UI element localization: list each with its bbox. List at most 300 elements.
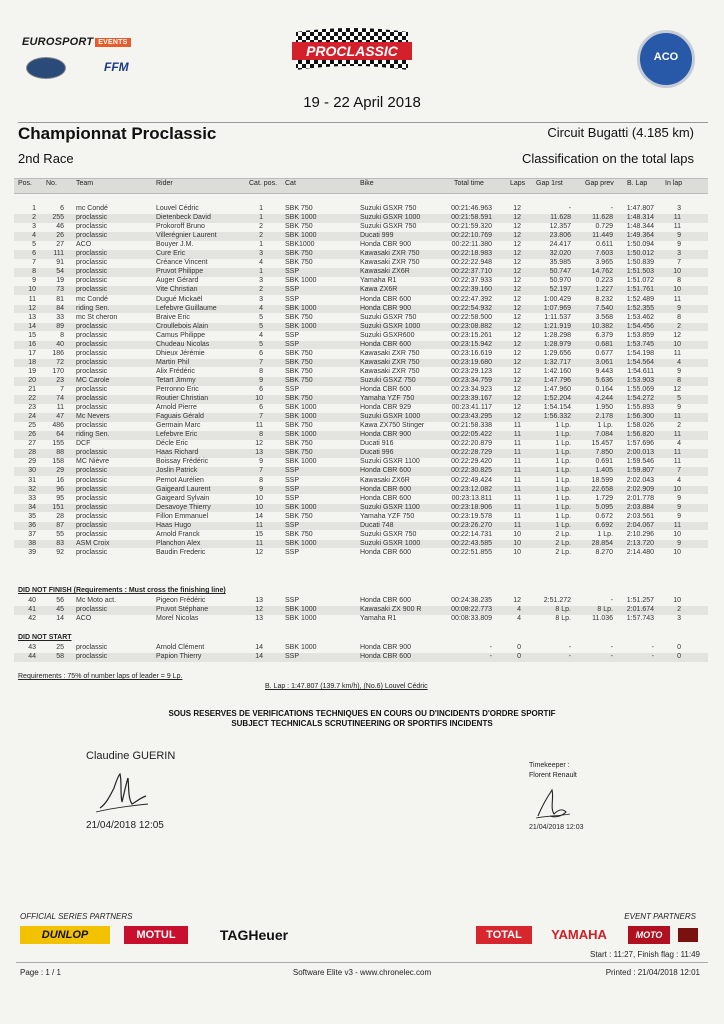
cell-total-time: 00:22:37.933 — [451, 277, 492, 285]
cell-gap-first: 1:21.919 — [543, 322, 571, 330]
cell-pos: 36 — [28, 521, 36, 529]
cell-gap-first: 1 Lp. — [555, 440, 571, 448]
table-row — [14, 504, 708, 513]
cell-gap-prev: 11.449 — [592, 232, 613, 240]
table-row — [14, 277, 708, 286]
cell-total-time: 00:21:58.338 — [451, 422, 492, 430]
cell-gap-prev: 14.762 — [591, 268, 613, 276]
cell-gap-prev: 6.379 — [595, 331, 613, 339]
cell-cat-pos: 14 — [255, 512, 263, 520]
cell-best-lap: 1:51.072 — [626, 277, 654, 285]
cell-laps: 12 — [513, 259, 521, 267]
cell-laps: 10 — [513, 539, 521, 547]
cell-gap-prev: 28.854 — [591, 539, 613, 547]
cell-gap-prev: 18.599 — [591, 476, 613, 484]
cell-bike: Kawasaki ZX6R — [360, 268, 410, 276]
cell-best-lap: 2:01.674 — [626, 606, 654, 613]
cell-cat-pos: 4 — [259, 304, 263, 312]
cell-total-time: 00:23:18.906 — [451, 503, 492, 511]
cell-cat-pos: 2 — [259, 223, 263, 231]
cell-cat: SBK 750 — [285, 358, 313, 366]
table-row — [14, 440, 708, 449]
cell-no: 26 — [56, 232, 64, 240]
cell-in-lap: 9 — [677, 539, 681, 547]
table-row — [14, 386, 708, 395]
cell-total-time: 00:22:22.948 — [451, 259, 492, 267]
cell-gap-first: - — [568, 205, 571, 212]
cell-no: 27 — [56, 241, 64, 249]
cell-gap-prev: - — [610, 644, 613, 651]
column-header-team: Team — [76, 180, 94, 187]
cell-cat: SBK 750 — [285, 449, 313, 457]
cell-team: DCF — [76, 440, 91, 448]
cell-team: proclassic — [76, 349, 108, 357]
cell-laps: 11 — [513, 422, 521, 430]
cell-in-lap: 12 — [673, 386, 681, 393]
championship-title: Championnat Proclassic — [18, 124, 217, 143]
cell-bike: Honda CBR 600 — [360, 467, 411, 475]
cell-gap-first: 1 Lp. — [555, 431, 571, 439]
table-row — [14, 431, 708, 440]
table-row — [14, 549, 708, 558]
table-row — [14, 644, 708, 653]
cell-no: 58 — [56, 653, 64, 660]
cell-cat: SSP — [285, 494, 300, 502]
cell-best-lap: 1:54.198 — [626, 349, 654, 357]
cell-best-lap: 2:02.909 — [626, 485, 654, 493]
cell-cat-pos: 1 — [259, 205, 263, 212]
cell-cat-pos: 9 — [259, 458, 263, 466]
cell-rider: Routier Christian — [156, 395, 209, 403]
cell-rider: Martin Phil — [156, 358, 190, 366]
cell-team: riding Sen. — [76, 431, 110, 439]
cell-cat: SSP — [285, 286, 300, 294]
cell-in-lap: 10 — [673, 530, 681, 538]
cell-team: proclassic — [76, 331, 108, 339]
aco-text: ACO — [653, 51, 679, 63]
cell-no: 83 — [56, 539, 64, 547]
cell-cat: SBK 1000 — [285, 322, 317, 330]
cell-rider: Boissay Frédéric — [156, 458, 209, 466]
cell-in-lap: 7 — [677, 467, 681, 475]
proclassic-banner — [290, 28, 414, 74]
cell-bike: Yamaha R1 — [360, 277, 397, 285]
cell-no: 73 — [56, 286, 64, 294]
cell-total-time: 00:23:15.261 — [451, 331, 492, 339]
cell-total-time: 00:21:59.320 — [451, 223, 492, 231]
cell-total-time: 00:23:34.759 — [451, 376, 492, 384]
events-badge: EVENTS — [95, 38, 130, 47]
cell-team: proclassic — [76, 404, 108, 412]
cell-pos: 13 — [28, 313, 36, 321]
cell-cat-pos: 12 — [255, 548, 263, 556]
cell-in-lap: 4 — [677, 440, 681, 448]
cell-in-lap: 10 — [673, 268, 681, 276]
cell-gap-first: 1:56.332 — [543, 413, 571, 421]
cell-laps: 12 — [513, 349, 521, 357]
table-row — [14, 377, 708, 386]
cell-team: MC Nièvre — [76, 458, 110, 466]
cell-rider: Dugué Mickaël — [156, 295, 203, 303]
cell-cat: SSP — [285, 268, 300, 276]
cell-total-time: 00:22:20.879 — [451, 440, 492, 448]
cell-total-time: 00:22:49.424 — [451, 476, 492, 484]
cell-pos: 33 — [28, 494, 36, 502]
cell-gap-prev: 10.382 — [591, 322, 613, 330]
cell-rider: Chudeau Nicolas — [156, 340, 210, 348]
cell-team: proclassic — [76, 340, 108, 348]
cell-in-lap: 11 — [673, 449, 681, 457]
cell-rider: Pruvot Stéphane — [156, 606, 209, 613]
cell-gap-prev: 11.036 — [592, 615, 613, 622]
cell-team: proclassic — [76, 386, 108, 393]
cell-pos: 8 — [32, 268, 36, 276]
cell-in-lap: 12 — [673, 331, 681, 339]
cell-gap-first: 1:29.656 — [543, 349, 571, 357]
cell-rider: Planchon Alex — [156, 539, 201, 547]
cell-cat-pos: 7 — [259, 358, 263, 366]
cell-in-lap: 10 — [673, 597, 681, 604]
cell-cat: SBK 1000 — [285, 431, 317, 439]
cell-in-lap: 10 — [673, 548, 681, 556]
cell-cat: SBK 1000 — [285, 644, 317, 651]
cell-gap-prev: 5.095 — [595, 503, 613, 511]
cell-gap-first: 2 Lp. — [555, 548, 571, 556]
cell-laps: 11 — [513, 449, 521, 457]
cell-best-lap: 2:03.884 — [626, 503, 654, 511]
cell-pos: 6 — [32, 250, 36, 258]
cell-best-lap: 1:58.026 — [626, 422, 654, 430]
cell-cat-pos: 7 — [259, 467, 263, 475]
table-row — [14, 250, 708, 259]
eurosport-text: EUROSPORT — [22, 36, 94, 48]
cell-best-lap: 2:00.013 — [626, 449, 654, 457]
cell-bike: Honda CBR 600 — [360, 597, 411, 604]
table-row — [14, 495, 708, 504]
cell-team: proclassic — [76, 268, 108, 276]
signature-date: 21/04/2018 12:05 — [86, 820, 164, 831]
cell-laps: 11 — [513, 503, 521, 511]
cell-gap-prev: 9.443 — [595, 367, 613, 375]
cell-team: riding Sen. — [76, 304, 110, 312]
cell-cat-pos: 3 — [259, 295, 263, 303]
cell-cat-pos: 11 — [255, 539, 263, 547]
cell-bike: Honda CBR 600 — [360, 386, 411, 393]
dunlop-logo: DUNLOP — [20, 926, 110, 944]
cell-no: 25 — [56, 644, 64, 651]
cell-bike: Honda CBR 900 — [360, 644, 411, 651]
cell-gap-first: 1 Lp. — [555, 476, 571, 484]
cell-cat-pos: 10 — [255, 503, 263, 511]
cell-laps: 0 — [517, 653, 521, 660]
cell-no: 14 — [56, 615, 64, 622]
total-logo: TOTAL — [476, 926, 532, 944]
cell-team: proclassic — [76, 395, 108, 403]
cell-total-time: 00:22:30.825 — [451, 467, 492, 475]
cell-cat-pos: 4 — [259, 259, 263, 267]
cell-laps: 11 — [513, 521, 521, 529]
cell-rider: Haas Richard — [156, 449, 199, 457]
cell-bike: Honda CBR 600 — [360, 295, 411, 303]
cell-bike: Suzuki GSXZ 750 — [360, 376, 416, 384]
cell-in-lap: 3 — [677, 250, 681, 258]
cell-best-lap: 1:50.094 — [626, 241, 654, 249]
table-row — [14, 296, 708, 305]
cell-best-lap: 1:54.564 — [626, 358, 654, 366]
cell-laps: 12 — [513, 277, 521, 285]
cell-gap-prev: 3.061 — [595, 358, 613, 366]
cell-gap-first: 1:32.717 — [543, 358, 571, 366]
cell-rider: Dhieux Jérémie — [156, 349, 205, 357]
cell-team: proclassic — [76, 530, 108, 538]
cell-team: proclassic — [76, 449, 108, 457]
table-row — [14, 413, 708, 422]
cell-rider: Germain Marc — [156, 422, 201, 430]
signatory-name: Claudine GUERIN — [86, 750, 176, 762]
cell-in-lap: 4 — [677, 358, 681, 366]
cell-rider: Faguais Gérald — [156, 413, 204, 421]
cell-cat-pos: 6 — [259, 404, 263, 412]
table-row — [14, 404, 708, 413]
table-row — [14, 486, 708, 495]
cell-in-lap: 9 — [677, 367, 681, 375]
cell-best-lap: 2:10.296 — [626, 530, 654, 538]
cell-team: Mc Moto act. — [76, 597, 117, 604]
cell-no: 7 — [60, 386, 64, 393]
cell-laps: 12 — [513, 223, 521, 231]
cell-no: 16 — [56, 476, 64, 484]
cell-no: 33 — [56, 313, 64, 321]
cell-cat: SBK 1000 — [285, 404, 317, 412]
eurosport-events-logo — [22, 36, 131, 48]
official-partners-label: OFFICIAL SERIES PARTNERS — [20, 912, 133, 921]
cell-rider: Desavoye Thierry — [156, 503, 211, 511]
reserve-english: SUBJECT TECHNICALS SCRUTINEERING OR SPORTIFS INCIDENTS — [231, 719, 493, 728]
cell-cat-pos: 1 — [259, 241, 263, 249]
table-row — [14, 305, 708, 314]
cell-total-time: 00:22:47.392 — [451, 295, 492, 303]
cell-no: 92 — [56, 548, 64, 556]
cell-gap-prev: 7.850 — [595, 449, 613, 457]
column-header-in-lap: In lap — [665, 180, 683, 187]
cell-rider: Lefebvre Guillaume — [156, 304, 217, 312]
table-row — [14, 597, 708, 606]
cell-laps: 11 — [513, 458, 521, 466]
cell-best-lap: 1:59.546 — [626, 458, 654, 466]
cell-gap-first: 1:11.537 — [544, 313, 571, 321]
cell-team: mc St cheron — [76, 313, 118, 321]
cell-rider: Gaigeard Laurent — [156, 485, 211, 493]
cell-cat: SSP — [285, 521, 300, 529]
cell-pos: 20 — [28, 376, 36, 384]
cell-laps: 11 — [513, 494, 521, 502]
cell-gap-first: 1:28.298 — [543, 331, 571, 339]
cell-bike: Honda CBR 600 — [360, 494, 411, 502]
cell-best-lap: 1:49.364 — [626, 232, 654, 240]
cell-gap-first: 1 Lp. — [555, 503, 571, 511]
cell-team: proclassic — [76, 422, 108, 430]
cell-laps: 12 — [513, 205, 521, 212]
cell-team: proclassic — [76, 494, 108, 502]
cell-cat: SBK 1000 — [285, 458, 317, 466]
cell-pos: 19 — [28, 367, 36, 375]
cell-in-lap: 0 — [677, 644, 681, 651]
cell-cat: SBK 1000 — [285, 615, 317, 622]
cell-bike: Kawa ZX750 Stinger — [360, 422, 425, 430]
cell-laps: 11 — [513, 431, 521, 439]
cell-best-lap: 1:53.745 — [626, 340, 654, 348]
cell-gap-prev: 0.681 — [595, 340, 613, 348]
cell-best-lap: 1:51.257 — [626, 597, 654, 604]
cell-cat: SBK 1000 — [285, 606, 317, 613]
cell-cat-pos: 8 — [259, 476, 263, 484]
cell-cat-pos: 2 — [259, 286, 263, 294]
cell-bike: Suzuki GSXR 1000 — [360, 322, 421, 330]
cell-rider: Cure Eric — [156, 250, 186, 258]
aco-logo — [637, 30, 695, 88]
cell-best-lap: 1:54.272 — [626, 395, 654, 403]
cell-team: proclassic — [76, 606, 108, 613]
cell-gap-prev: 1.227 — [595, 286, 613, 294]
cell-laps: 12 — [513, 404, 521, 412]
cell-laps: 4 — [517, 615, 521, 622]
cell-total-time: 00:23:15.942 — [451, 340, 492, 348]
cell-laps: 0 — [517, 644, 521, 651]
cell-team: proclassic — [76, 232, 108, 240]
timekeeper-label: Timekeeper : — [529, 762, 570, 769]
cell-team: proclassic — [76, 485, 108, 493]
cell-team: proclassic — [76, 467, 108, 475]
start-finish-times: Start : 11:27, Finish flag : 11:49 — [590, 950, 700, 959]
cell-cat: SBK 750 — [285, 395, 313, 403]
table-row — [14, 653, 708, 662]
cell-team: proclassic — [76, 358, 108, 366]
cell-in-lap: 0 — [677, 653, 681, 660]
cell-gap-first: 52.197 — [549, 286, 571, 294]
cell-total-time: 00:23:19.680 — [451, 358, 492, 366]
cell-total-time: 00:08:33.809 — [451, 615, 492, 622]
cell-best-lap: 1:55.069 — [626, 386, 654, 393]
table-row — [14, 241, 708, 250]
cell-rider: Baudin Frederic — [156, 548, 206, 556]
cell-total-time: 00:22:51.855 — [451, 548, 492, 556]
cell-cat: SSP — [285, 485, 300, 493]
cell-cat-pos: 5 — [259, 322, 263, 330]
cell-bike: Yamaha R1 — [360, 615, 397, 622]
cell-cat-pos: 6 — [259, 386, 263, 393]
cell-cat: SBK 750 — [285, 313, 313, 321]
cell-pos: 32 — [28, 485, 36, 493]
cell-cat: SBK 750 — [285, 259, 313, 267]
table-row — [14, 477, 708, 486]
cell-gap-first: 11.628 — [550, 214, 571, 222]
cell-cat: SSP — [285, 653, 300, 660]
cell-laps: 12 — [513, 232, 521, 240]
cell-gap-prev: 3.568 — [595, 313, 613, 321]
cell-best-lap: 1:57.743 — [626, 615, 654, 622]
cell-pos: 12 — [28, 304, 36, 312]
cell-no: 170 — [52, 367, 64, 375]
cell-best-lap: 1:52.489 — [626, 295, 654, 303]
column-header-no: No. — [46, 180, 57, 187]
cell-cat-pos: 11 — [255, 521, 263, 529]
cell-rider: Louvel Cédric — [156, 205, 199, 212]
cell-cat-pos: 8 — [259, 367, 263, 375]
cell-cat-pos: 3 — [259, 277, 263, 285]
cell-total-time: 00:21:58.591 — [451, 214, 492, 222]
cell-gap-first: 23.806 — [549, 232, 571, 240]
cell-pos: 16 — [28, 340, 36, 348]
table-row — [14, 323, 708, 332]
cell-total-time: - — [489, 653, 492, 660]
cell-bike: Honda CBR 600 — [360, 485, 411, 493]
event-dates: 19 - 22 April 2018 — [303, 94, 421, 111]
cell-rider: Gaigeard Sylvain — [156, 494, 210, 502]
cell-no: 72 — [56, 358, 64, 366]
cell-in-lap: 10 — [673, 485, 681, 493]
cell-cat: SSP — [285, 548, 300, 556]
cell-laps: 12 — [513, 322, 521, 330]
cell-cat: SBK 1000 — [285, 232, 317, 240]
cell-bike: Honda CBR 600 — [360, 653, 411, 660]
cell-cat-pos: 10 — [255, 395, 263, 403]
cell-gap-prev: - — [610, 653, 613, 660]
cell-total-time: 00:23:13.811 — [451, 494, 492, 502]
column-header-pos: Pos. — [18, 180, 33, 187]
cell-gap-first: 1:47.960 — [543, 386, 571, 393]
cell-cat-pos: 15 — [255, 530, 263, 538]
page-number: Page : 1 / 1 — [20, 968, 61, 977]
cell-laps: 12 — [513, 358, 521, 366]
cell-rider: Dietenbeck David — [156, 214, 211, 222]
cell-bike: Kawasaki ZXR 750 — [360, 259, 420, 267]
cell-laps: 12 — [513, 268, 521, 276]
requirements-note: Requirements : 75% of number laps of leader = 9 Lp. — [18, 673, 183, 680]
cell-team: proclassic — [76, 286, 108, 294]
cell-pos: 10 — [28, 286, 36, 294]
cell-in-lap: 5 — [677, 395, 681, 403]
cell-bike: Honda CBR 900 — [360, 304, 411, 312]
cell-gap-prev: 22.658 — [591, 485, 613, 493]
cell-gap-prev: 0.677 — [595, 349, 613, 357]
cell-laps: 12 — [513, 413, 521, 421]
table-row — [14, 458, 708, 467]
cell-total-time: 00:23:26.270 — [451, 521, 492, 529]
cell-cat: SBK 750 — [285, 367, 313, 375]
cell-best-lap: 1:53.903 — [626, 376, 654, 384]
cell-gap-prev: 8.270 — [595, 548, 613, 556]
cell-in-lap: 9 — [677, 404, 681, 412]
cell-total-time: 00:23:08.882 — [451, 322, 492, 330]
cell-best-lap: 1:48.344 — [626, 223, 654, 231]
cell-rider: Arnold Clément — [156, 644, 205, 651]
cell-laps: 12 — [513, 286, 521, 294]
table-row — [14, 259, 708, 268]
cell-cat-pos: 9 — [259, 485, 263, 493]
cell-pos: 27 — [28, 440, 36, 448]
cell-cat-pos: 2 — [259, 232, 263, 240]
cell-laps: 12 — [513, 340, 521, 348]
cell-total-time: 00:22:43.585 — [451, 539, 492, 547]
cell-best-lap: 1:57.696 — [626, 440, 654, 448]
cell-gap-prev: 1 Lp. — [597, 422, 613, 430]
table-row — [14, 522, 708, 531]
cell-bike: Ducati 996 — [360, 449, 394, 457]
cell-gap-prev: 7.084 — [595, 431, 613, 439]
ffm-logo: FFM — [104, 60, 129, 74]
cell-team: proclassic — [76, 476, 108, 484]
cell-laps: 12 — [513, 295, 521, 303]
